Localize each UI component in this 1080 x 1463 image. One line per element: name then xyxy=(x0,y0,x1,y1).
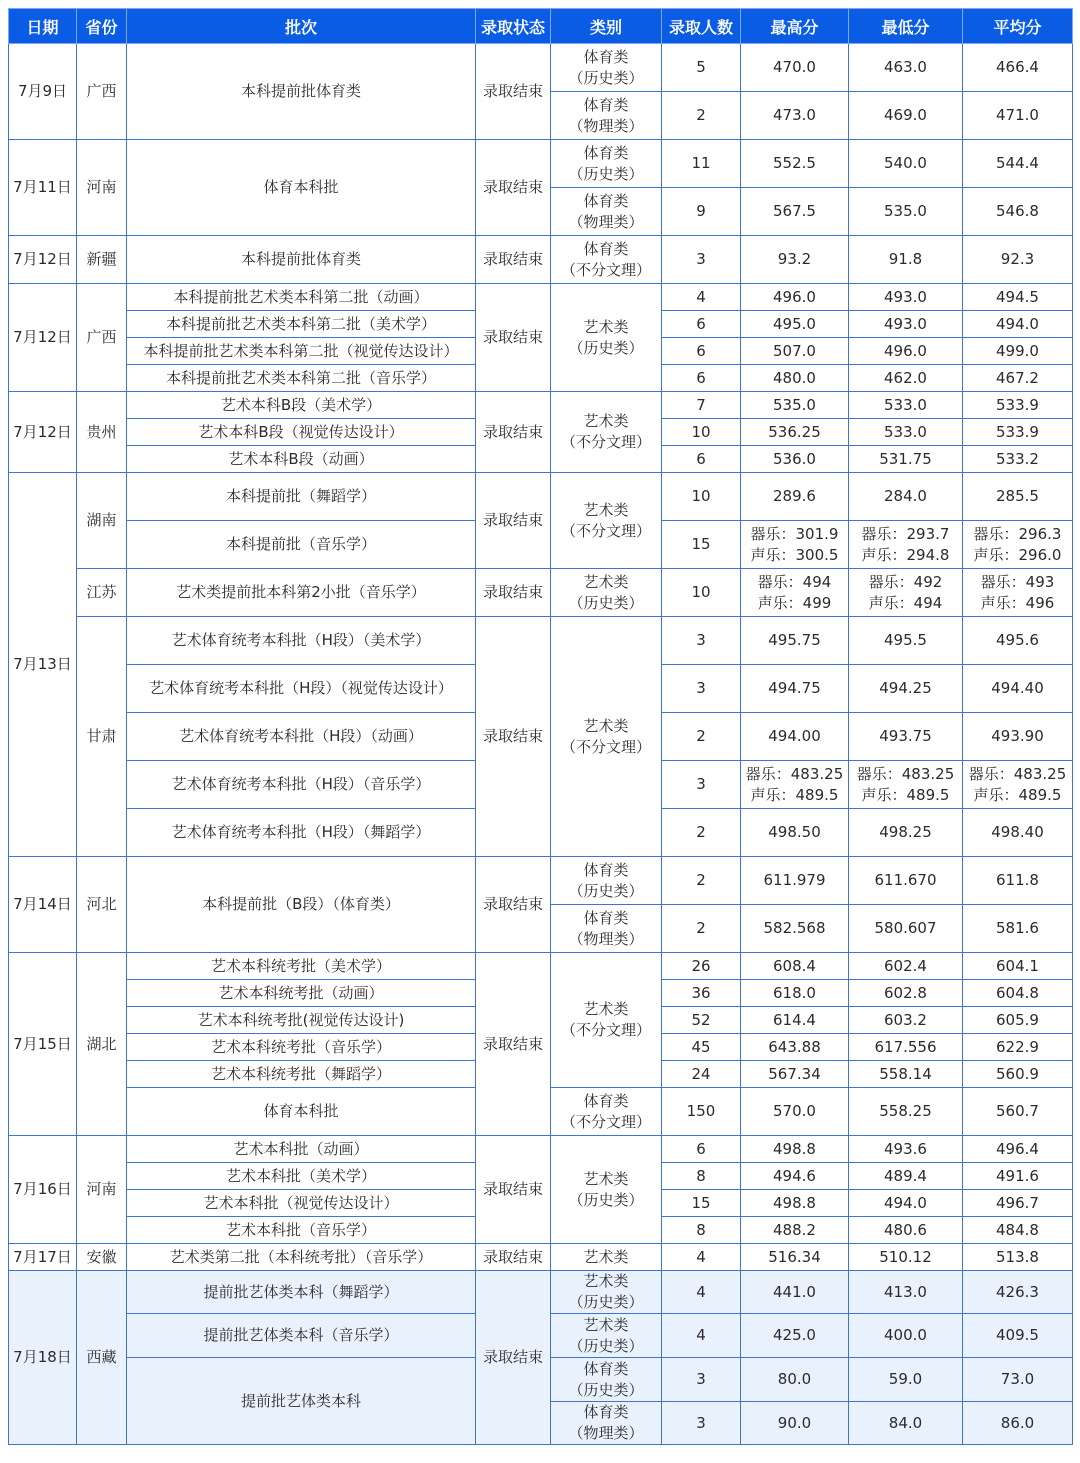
avg-score-cell: 604.1 xyxy=(963,953,1073,980)
date-cell: 7月14日 xyxy=(9,857,77,953)
header-status: 录取状态 xyxy=(476,9,551,44)
status-cell: 录取结束 xyxy=(476,569,551,617)
status-cell: 录取结束 xyxy=(476,392,551,473)
batch-cell: 艺术本科统考批(视觉传达设计) xyxy=(127,1007,476,1034)
category-cell: 艺术类 （历史类） xyxy=(551,1314,662,1358)
max-score-cell: 498.8 xyxy=(741,1136,849,1163)
max-score-cell: 496.0 xyxy=(741,284,849,311)
min-score-cell: 器乐：293.7 声乐：294.8 xyxy=(849,521,963,569)
table-row xyxy=(9,953,1073,980)
avg-score-cell: 92.3 xyxy=(963,236,1073,284)
max-score-cell: 536.0 xyxy=(741,446,849,473)
province-cell: 西藏 xyxy=(77,1271,127,1445)
max-score-cell: 441.0 xyxy=(741,1271,849,1314)
admission-table-container xyxy=(8,8,1072,1445)
category-cell: 艺术类 xyxy=(551,1244,662,1271)
min-score-cell: 463.0 xyxy=(849,44,963,92)
admitted-cell: 10 xyxy=(662,473,741,521)
admitted-cell: 3 xyxy=(662,1358,741,1402)
admitted-cell: 6 xyxy=(662,365,741,392)
max-score-cell: 425.0 xyxy=(741,1314,849,1358)
header-max-score: 最高分 xyxy=(741,9,849,44)
header-min-score: 最低分 xyxy=(849,9,963,44)
avg-score-cell: 器乐：296.3 声乐：296.0 xyxy=(963,521,1073,569)
batch-cell: 艺术本科统考批（动画） xyxy=(127,980,476,1007)
category-cell: 体育类 （物理类） xyxy=(551,188,662,236)
min-score-cell: 498.25 xyxy=(849,809,963,857)
status-cell: 录取结束 xyxy=(476,473,551,569)
category-cell: 艺术类 （不分文理） xyxy=(551,617,662,857)
table-row xyxy=(9,140,1073,188)
admitted-cell: 3 xyxy=(662,761,741,809)
batch-cell: 艺术本科批（视觉传达设计） xyxy=(127,1190,476,1217)
avg-score-cell: 495.6 xyxy=(963,617,1073,665)
admitted-cell: 10 xyxy=(662,419,741,446)
batch-cell: 本科提前批（音乐学） xyxy=(127,521,476,569)
admitted-cell: 2 xyxy=(662,857,741,905)
avg-score-cell: 器乐：493 声乐：496 xyxy=(963,569,1073,617)
min-score-cell: 558.14 xyxy=(849,1061,963,1088)
max-score-cell: 494.6 xyxy=(741,1163,849,1190)
max-score-cell: 80.0 xyxy=(741,1358,849,1402)
avg-score-cell: 498.40 xyxy=(963,809,1073,857)
avg-score-cell: 513.8 xyxy=(963,1244,1073,1271)
avg-score-cell: 622.9 xyxy=(963,1034,1073,1061)
min-score-cell: 531.75 xyxy=(849,446,963,473)
province-cell: 安徽 xyxy=(77,1244,127,1271)
max-score-cell: 90.0 xyxy=(741,1402,849,1445)
min-score-cell: 489.4 xyxy=(849,1163,963,1190)
min-score-cell: 494.0 xyxy=(849,1190,963,1217)
status-cell: 录取结束 xyxy=(476,1244,551,1271)
min-score-cell: 558.25 xyxy=(849,1088,963,1136)
admitted-cell: 26 xyxy=(662,953,741,980)
admitted-cell: 4 xyxy=(662,1271,741,1314)
min-score-cell: 602.8 xyxy=(849,980,963,1007)
min-score-cell: 493.0 xyxy=(849,311,963,338)
batch-cell: 提前批艺体类本科 xyxy=(127,1358,476,1445)
avg-score-cell: 560.7 xyxy=(963,1088,1073,1136)
admitted-cell: 9 xyxy=(662,188,741,236)
min-score-cell: 400.0 xyxy=(849,1314,963,1358)
category-cell: 艺术类 （不分文理） xyxy=(551,473,662,569)
max-score-cell: 608.4 xyxy=(741,953,849,980)
admitted-cell: 45 xyxy=(662,1034,741,1061)
admitted-cell: 4 xyxy=(662,284,741,311)
avg-score-cell: 426.3 xyxy=(963,1271,1073,1314)
avg-score-cell: 496.7 xyxy=(963,1190,1073,1217)
admitted-cell: 2 xyxy=(662,809,741,857)
batch-cell: 本科提前批体育类 xyxy=(127,44,476,140)
admitted-cell: 6 xyxy=(662,446,741,473)
min-score-cell: 495.5 xyxy=(849,617,963,665)
date-cell: 7月12日 xyxy=(9,236,77,284)
max-score-cell: 582.568 xyxy=(741,905,849,953)
avg-score-cell: 73.0 xyxy=(963,1358,1073,1402)
max-score-cell: 473.0 xyxy=(741,92,849,140)
admitted-cell: 3 xyxy=(662,617,741,665)
category-cell: 体育类 （历史类） xyxy=(551,1358,662,1402)
min-score-cell: 284.0 xyxy=(849,473,963,521)
batch-cell: 体育本科批 xyxy=(127,1088,476,1136)
max-score-cell: 480.0 xyxy=(741,365,849,392)
province-cell: 江苏 xyxy=(77,569,127,617)
avg-score-cell: 494.40 xyxy=(963,665,1073,713)
category-cell: 艺术类 （不分文理） xyxy=(551,392,662,473)
category-cell: 体育类 （历史类） xyxy=(551,140,662,188)
max-score-cell: 488.2 xyxy=(741,1217,849,1244)
min-score-cell: 617.556 xyxy=(849,1034,963,1061)
avg-score-cell: 466.4 xyxy=(963,44,1073,92)
max-score-cell: 552.5 xyxy=(741,140,849,188)
max-score-cell: 495.0 xyxy=(741,311,849,338)
category-cell: 体育类 （历史类） xyxy=(551,857,662,905)
min-score-cell: 91.8 xyxy=(849,236,963,284)
admitted-cell: 24 xyxy=(662,1061,741,1088)
max-score-cell: 507.0 xyxy=(741,338,849,365)
admitted-cell: 3 xyxy=(662,236,741,284)
category-cell: 艺术类 （历史类） xyxy=(551,569,662,617)
max-score-cell: 567.34 xyxy=(741,1061,849,1088)
table-row xyxy=(9,857,1073,905)
batch-cell: 提前批艺体类本科（音乐学） xyxy=(127,1314,476,1358)
batch-cell: 本科提前批艺术类本科第二批（音乐学） xyxy=(127,365,476,392)
status-cell: 录取结束 xyxy=(476,1136,551,1244)
max-score-cell: 567.5 xyxy=(741,188,849,236)
province-cell: 新疆 xyxy=(77,236,127,284)
status-cell: 录取结束 xyxy=(476,236,551,284)
category-cell: 艺术类 （历史类） xyxy=(551,1271,662,1314)
table-row xyxy=(9,1271,1073,1314)
admitted-cell: 7 xyxy=(662,392,741,419)
avg-score-cell: 494.5 xyxy=(963,284,1073,311)
date-cell: 7月11日 xyxy=(9,140,77,236)
avg-score-cell: 544.4 xyxy=(963,140,1073,188)
province-cell: 广西 xyxy=(77,284,127,392)
date-cell: 7月18日 xyxy=(9,1271,77,1445)
min-score-cell: 器乐：492 声乐：494 xyxy=(849,569,963,617)
province-cell: 河南 xyxy=(77,140,127,236)
table-row xyxy=(9,1244,1073,1271)
date-cell: 7月13日 xyxy=(9,473,77,857)
admitted-cell: 11 xyxy=(662,140,741,188)
max-score-cell: 536.25 xyxy=(741,419,849,446)
batch-cell: 艺术体育统考本科批（H段）（视觉传达设计） xyxy=(127,665,476,713)
header-province: 省份 xyxy=(77,9,127,44)
max-score-cell: 器乐：483.25 声乐：489.5 xyxy=(741,761,849,809)
batch-cell: 艺术体育统考本科批（H段）（舞蹈学） xyxy=(127,809,476,857)
min-score-cell: 462.0 xyxy=(849,365,963,392)
province-cell: 贵州 xyxy=(77,392,127,473)
max-score-cell: 535.0 xyxy=(741,392,849,419)
table-row xyxy=(9,236,1073,284)
max-score-cell: 器乐：301.9 声乐：300.5 xyxy=(741,521,849,569)
avg-score-cell: 604.8 xyxy=(963,980,1073,1007)
date-cell: 7月12日 xyxy=(9,392,77,473)
avg-score-cell: 器乐：483.25 声乐：489.5 xyxy=(963,761,1073,809)
avg-score-cell: 496.4 xyxy=(963,1136,1073,1163)
min-score-cell: 494.25 xyxy=(849,665,963,713)
avg-score-cell: 499.0 xyxy=(963,338,1073,365)
avg-score-cell: 467.2 xyxy=(963,365,1073,392)
min-score-cell: 540.0 xyxy=(849,140,963,188)
table-row xyxy=(9,617,1073,665)
admitted-cell: 15 xyxy=(662,521,741,569)
max-score-cell: 器乐：494 声乐：499 xyxy=(741,569,849,617)
min-score-cell: 469.0 xyxy=(849,92,963,140)
avg-score-cell: 546.8 xyxy=(963,188,1073,236)
category-cell: 艺术类 （不分文理） xyxy=(551,953,662,1088)
category-cell: 体育类 （物理类） xyxy=(551,92,662,140)
min-score-cell: 493.6 xyxy=(849,1136,963,1163)
category-cell: 体育类 （不分文理） xyxy=(551,1088,662,1136)
max-score-cell: 614.4 xyxy=(741,1007,849,1034)
admitted-cell: 150 xyxy=(662,1088,741,1136)
status-cell: 录取结束 xyxy=(476,1271,551,1445)
batch-cell: 艺术类提前批本科第2小批（音乐学） xyxy=(127,569,476,617)
min-score-cell: 480.6 xyxy=(849,1217,963,1244)
avg-score-cell: 611.8 xyxy=(963,857,1073,905)
max-score-cell: 494.00 xyxy=(741,713,849,761)
avg-score-cell: 484.8 xyxy=(963,1217,1073,1244)
table-row xyxy=(9,284,1073,311)
max-score-cell: 494.75 xyxy=(741,665,849,713)
admitted-cell: 2 xyxy=(662,905,741,953)
min-score-cell: 535.0 xyxy=(849,188,963,236)
province-cell: 广西 xyxy=(77,44,127,140)
category-cell: 体育类 （历史类） xyxy=(551,44,662,92)
date-cell: 7月17日 xyxy=(9,1244,77,1271)
category-cell: 体育类 （物理类） xyxy=(551,1402,662,1445)
admitted-cell: 5 xyxy=(662,44,741,92)
avg-score-cell: 285.5 xyxy=(963,473,1073,521)
max-score-cell: 611.979 xyxy=(741,857,849,905)
date-cell: 7月9日 xyxy=(9,44,77,140)
admitted-cell: 3 xyxy=(662,665,741,713)
min-score-cell: 493.75 xyxy=(849,713,963,761)
date-cell: 7月16日 xyxy=(9,1136,77,1244)
admitted-cell: 8 xyxy=(662,1217,741,1244)
min-score-cell: 533.0 xyxy=(849,392,963,419)
admitted-cell: 2 xyxy=(662,92,741,140)
avg-score-cell: 493.90 xyxy=(963,713,1073,761)
max-score-cell: 643.88 xyxy=(741,1034,849,1061)
header-date: 日期 xyxy=(9,9,77,44)
max-score-cell: 495.75 xyxy=(741,617,849,665)
status-cell: 录取结束 xyxy=(476,857,551,953)
min-score-cell: 59.0 xyxy=(849,1358,963,1402)
table-row xyxy=(9,392,1073,419)
min-score-cell: 510.12 xyxy=(849,1244,963,1271)
status-cell: 录取结束 xyxy=(476,140,551,236)
batch-cell: 艺术本科统考批（音乐学） xyxy=(127,1034,476,1061)
min-score-cell: 84.0 xyxy=(849,1402,963,1445)
status-cell: 录取结束 xyxy=(476,284,551,392)
admitted-cell: 52 xyxy=(662,1007,741,1034)
admitted-cell: 10 xyxy=(662,569,741,617)
min-score-cell: 493.0 xyxy=(849,284,963,311)
batch-cell: 本科提前批（舞蹈学） xyxy=(127,473,476,521)
max-score-cell: 289.6 xyxy=(741,473,849,521)
min-score-cell: 413.0 xyxy=(849,1271,963,1314)
avg-score-cell: 605.9 xyxy=(963,1007,1073,1034)
max-score-cell: 618.0 xyxy=(741,980,849,1007)
min-score-cell: 611.670 xyxy=(849,857,963,905)
avg-score-cell: 533.9 xyxy=(963,392,1073,419)
admitted-cell: 4 xyxy=(662,1314,741,1358)
avg-score-cell: 491.6 xyxy=(963,1163,1073,1190)
min-score-cell: 533.0 xyxy=(849,419,963,446)
avg-score-cell: 533.2 xyxy=(963,446,1073,473)
table-row xyxy=(9,1136,1073,1163)
avg-score-cell: 560.9 xyxy=(963,1061,1073,1088)
table-row xyxy=(9,473,1073,521)
date-cell: 7月12日 xyxy=(9,284,77,392)
min-score-cell: 器乐：483.25 声乐：489.5 xyxy=(849,761,963,809)
batch-cell: 提前批艺体类本科（舞蹈学） xyxy=(127,1271,476,1314)
table-row xyxy=(9,44,1073,92)
avg-score-cell: 533.9 xyxy=(963,419,1073,446)
header-avg-score: 平均分 xyxy=(963,9,1073,44)
category-cell: 艺术类 （历史类） xyxy=(551,284,662,392)
avg-score-cell: 409.5 xyxy=(963,1314,1073,1358)
max-score-cell: 516.34 xyxy=(741,1244,849,1271)
max-score-cell: 470.0 xyxy=(741,44,849,92)
admitted-cell: 6 xyxy=(662,311,741,338)
batch-cell: 体育本科批 xyxy=(127,140,476,236)
batch-cell: 艺术本科B段（视觉传达设计） xyxy=(127,419,476,446)
min-score-cell: 580.607 xyxy=(849,905,963,953)
header-category: 类别 xyxy=(551,9,662,44)
category-cell: 体育类 （不分文理） xyxy=(551,236,662,284)
max-score-cell: 498.50 xyxy=(741,809,849,857)
admitted-cell: 15 xyxy=(662,1190,741,1217)
status-cell: 录取结束 xyxy=(476,617,551,857)
batch-cell: 艺术体育统考本科批（H段）（动画） xyxy=(127,713,476,761)
max-score-cell: 93.2 xyxy=(741,236,849,284)
category-cell: 艺术类 （历史类） xyxy=(551,1136,662,1244)
batch-cell: 艺术本科批（动画） xyxy=(127,1136,476,1163)
province-cell: 河北 xyxy=(77,857,127,953)
batch-cell: 本科提前批体育类 xyxy=(127,236,476,284)
batch-cell: 本科提前批艺术类本科第二批（视觉传达设计） xyxy=(127,338,476,365)
header-admitted: 录取人数 xyxy=(662,9,741,44)
min-score-cell: 603.2 xyxy=(849,1007,963,1034)
batch-cell: 艺术本科统考批（舞蹈学） xyxy=(127,1061,476,1088)
min-score-cell: 602.4 xyxy=(849,953,963,980)
min-score-cell: 496.0 xyxy=(849,338,963,365)
batch-cell: 本科提前批艺术类本科第二批（美术学） xyxy=(127,311,476,338)
table-row xyxy=(9,569,1073,617)
batch-cell: 本科提前批（B段）（体育类） xyxy=(127,857,476,953)
batch-cell: 艺术本科B段（动画） xyxy=(127,446,476,473)
province-cell: 河南 xyxy=(77,1136,127,1244)
admitted-cell: 6 xyxy=(662,1136,741,1163)
status-cell: 录取结束 xyxy=(476,953,551,1136)
max-score-cell: 498.8 xyxy=(741,1190,849,1217)
admitted-cell: 6 xyxy=(662,338,741,365)
avg-score-cell: 581.6 xyxy=(963,905,1073,953)
province-cell: 湖北 xyxy=(77,953,127,1136)
admission-scores-table xyxy=(8,8,1073,1445)
batch-cell: 艺术体育统考本科批（H段）（美术学） xyxy=(127,617,476,665)
status-cell: 录取结束 xyxy=(476,44,551,140)
date-cell: 7月15日 xyxy=(9,953,77,1136)
batch-cell: 艺术本科批（美术学） xyxy=(127,1163,476,1190)
batch-cell: 艺术类第二批（本科统考批）（音乐学） xyxy=(127,1244,476,1271)
table-header-row xyxy=(9,9,1073,44)
province-cell: 甘肃 xyxy=(77,617,127,857)
avg-score-cell: 86.0 xyxy=(963,1402,1073,1445)
admitted-cell: 2 xyxy=(662,713,741,761)
batch-cell: 艺术本科统考批（美术学） xyxy=(127,953,476,980)
admitted-cell: 36 xyxy=(662,980,741,1007)
admitted-cell: 4 xyxy=(662,1244,741,1271)
batch-cell: 艺术本科批（音乐学） xyxy=(127,1217,476,1244)
avg-score-cell: 494.0 xyxy=(963,311,1073,338)
admitted-cell: 3 xyxy=(662,1402,741,1445)
header-batch: 批次 xyxy=(127,9,476,44)
batch-cell: 艺术本科B段（美术学） xyxy=(127,392,476,419)
batch-cell: 本科提前批艺术类本科第二批（动画） xyxy=(127,284,476,311)
batch-cell: 艺术体育统考本科批（H段）（音乐学） xyxy=(127,761,476,809)
province-cell: 湖南 xyxy=(77,473,127,569)
category-cell: 体育类 （物理类） xyxy=(551,905,662,953)
max-score-cell: 570.0 xyxy=(741,1088,849,1136)
avg-score-cell: 471.0 xyxy=(963,92,1073,140)
admitted-cell: 8 xyxy=(662,1163,741,1190)
